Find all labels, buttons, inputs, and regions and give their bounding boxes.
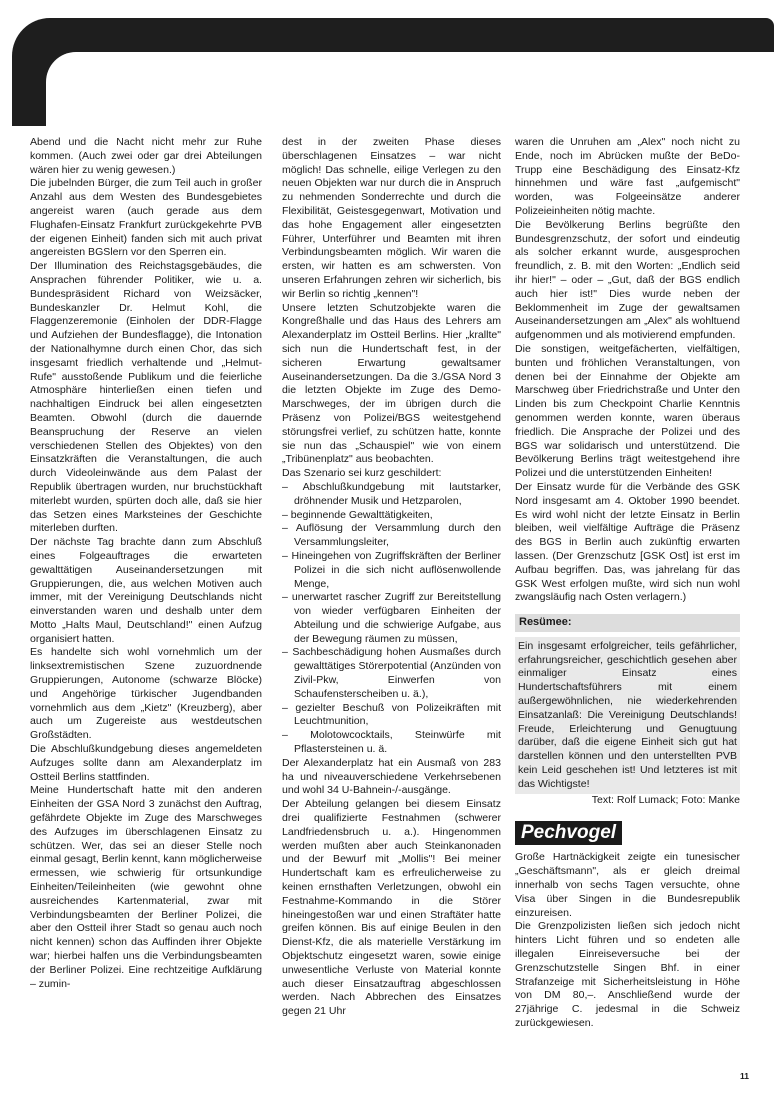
list-item: – Molotowcocktails, Steinwürfe mit Pflastersteinen u. ä. [282,729,501,756]
paragraph: Der Abteilung gelangen bei diesem Einsatz drei qualifizierte Festnahmen (schwerer Landfriedensbruch u. a.). Hingenommen werden mußten aber auch Steinkanonaden und der Bewurf mit „Mollis"! Bei meiner Hundertschaft kam es erfreulicherweise zu keinen ernsthaften Verletzungen, obwohl ein Festnahme-Kommando in die Störer hineingestoßen war und einen Straftäter hatte greifen können. Bis auf einige Beulen in den Dienst-Kfz, die als materielle Verstärkung im Objektschutz eingesetzt waren, sowie einige unwesentliche Verluste von Material konnte auch dieser Einsatzauftrag abgeschlossen werden. Nach Abbrechen des Einsatzes gegen 21 Uhr [282,798,501,1018]
paragraph: Große Hartnäckigkeit zeigte ein tunesischer „Geschäftsmann", als er gleich dreimal innerhalb von sechs Tagen versuchte, ohne Visa über Singen in die Bundesrepublik einzureisen. [515,851,740,919]
list-item: – gezielter Beschuß von Polizeikräften mit Leuchtmunition, [282,701,501,728]
header-decoration-inner [46,52,774,126]
list-item: – Abschlußkundgebung mit lautstarker, dröhnender Musik und Hetzparolen, [282,480,501,507]
list-item: – unerwartet rascher Zugriff zur Bereitstellung von wieder verfügbaren Einheiten der Abteilung und die schwierige Aufgabe, aus der Bewegung räumen zu müssen, [282,591,501,645]
paragraph: Die Abschlußkundgebung dieses angemeldeten Aufzuges sollte dann am Alexanderplatz im Ostteil Berlins stattfinden. [30,743,262,783]
paragraph: waren die Unruhen am „Alex" noch nicht zu Ende, noch im Abrücken mußte der BeDo-Trupp eine Beschädigung des Einsatz-Kfz hinnehmen und wäre fast „aufgemischt" worden, was Folgeeinsätze anderer Polizeieinheiten nötig machte. [515,136,740,217]
paragraph: Es handelte sich wohl vornehmlich um der linksextremistischen Szene zuzuordnende Gruppierungen, Autonome (schwarze Blöcke) und Angehörige türkischer Jugendbanden vornehmlich aus dem „Kietz" (Kreuzberg), aber auch um Zugereiste aus westdeutschen Großstädten. [30,646,262,742]
paragraph: Die jubelnden Bürger, die zum Teil auch in großer Anzahl aus dem Westen des Bundesgebietes angereist waren (auch gerade aus dem Flughafen-Einsatz Frankfurt zurückgekehrte PVB der eigenen Einheit) fanden sich mit auch privat angereisten BGSlern vor den Sperren ein. [30,177,262,259]
paragraph: Der Illumination des Reichstagsgebäudes, die Ansprachen führender Politiker, wie u. a. Bundespräsident Richard von Weizsäcker, Bundeskanzler Dr. Helmut Kohl, die Flaggenzeremonie (Einholen der DDR-Flagge und Aufziehen der Bundesflagge), die Intonation der Nationalhymne durch einen Chor, das sich insgesamt friedlich verhaltende und „Helmut-Rufe" ausstoßende Publikum und die feierliche Atmosphäre hinterließen einen tiefen und nachhaltigen Eindruck bei allen eingesetzten Beamten. Obwohl (durch die dauernde Beanspruchung der Reserve an vielen verschiedenen Stellen des Objektes) von den Einsatzkräften die Veranstaltungen, die auch durch Videoleinwände aus dem Palast der Republik übertragen wurden, nur bruchstückhaft miterlebt wurden, spürten doch alle, daß sie hier das Setzen eines Marksteines der Geschichte miterleben durften. [30,260,262,535]
list-item: – Auflösung der Versammlung durch den Versammlungsleiter, [282,522,501,549]
column-3 [515,136,740,1031]
resume-text: Ein insgesamt erfolgreicher, teils gefährlicher, erfahrungsreicher, geschichtlich gesehen aber einmaliger Einsatz eines Hundertschaftsführers mit einem außergewöhnlichen, nie wiederkehrenden Einsatzanlaß: Die Vereinigung Deutschlands! Freude, Erleichterung und Genugtuung darüber, daß die eigene Einheit sich gut hat darstellen können und den unterstellten PVB kein Leid geschehen ist! Und letzteres ist mit das Wichtigste! [515,637,740,794]
list-item: – Hineingehen von Zugriffskräften der Berliner Polizei in die sich nicht auflösenwollende Menge, [282,549,501,590]
paragraph: Die sonstigen, weitgefächerten, vielfältigen, bunten und fröhlichen Veranstaltungen, von denen bei der Einnahme der Objekte am Marschweg über Friedrichstraße und Unter den Linden bis zum Checkpoint Charlie Kenntnis genommen werden konnte, waren überaus friedlich. Die Ansprache der Polizei und des BGS war solidarisch und unterstützend. Die Bevölkerung Berlins trägt weitestgehend ihre Polizei und die unterstützenden Einheiten! [515,342,740,480]
paragraph: Meine Hundertschaft hatte mit den anderen Einheiten der GSA Nord 3 zunächst den Auftrag, gefährdete Objekte im Zuge des Marschweges des Aufzuges im überschlagenen Einsatz zu schützen. Wer, das sei an dieser Stelle noch einmal gesagt, Berlin kennt, kann möglicherweise ermessen, wie schwierig für ortsunkundige Einheiten/Teileinheiten (wie gewohnt ohne ausreichendes Kartenmaterial, zwar mit Verbindungsbeamten der Berliner Polizei, die aber den Ostteil ihrer Stadt so genau auch noch nicht kennen) schon das Auffinden ihrer Objekte war; hierbei halfen uns die Verbindungsbeamten der Berliner Polizei. Eine rechtzeitige Aufklärung – zumin- [30,784,262,990]
paragraph: Die Grenzpolizisten ließen sich jedoch nicht hinters Licht führen und so endeten alle illegalen Einreiseversuche bei der Grenzschutzstelle Singen Bhf. in einer Strafanzeige mit Sicherheitsleistung in Höhe von DM 80,–. Anschließend wurde der 27jährige C. jedesmal in die Schweiz zurückgewiesen. [515,920,740,1030]
column-1 [30,136,262,991]
paragraph: Der Einsatz wurde für die Verbände des GSK Nord insgesamt am 4. Oktober 1990 beendet. Es wird wohl nicht der letzte Einsatz in Berlin bleiben, weil vielfältige Aufträge die Präsenz des BGS in Berlin auch zukünftig erwarten lassen. (Der Grenzschutz [GSK Ost] ist erst im Aufbau begriffen. Das, was jahrelang für das GSK West erfolgen mußte, wird sich nun wohl zwangsläufig nach Osten verlagern.) [515,480,740,604]
list-item: – beginnende Gewalttätigkeiten, [282,508,433,521]
box-title: Pechvogel [515,821,622,845]
paragraph: Unsere letzten Schutzobjekte waren die Kongreßhalle und das Haus des Lehrers am Alexanderplatz im Ostteil Berlins. Hier „krallte" sich nun die Hundertschaft fest, in der sicheren Erwartung gewaltsamer Auseinandersetzungen. Da die 3./GSA Nord 3 die letzten Objekte im Zuge des Demo-Marschweges, der im übrigen durch die Präsenz von Polizei/BGS weitestgehend störungsfrei verlief, zu schützen hatte, konnte sie nun das „Schauspiel" wie von einem „Tribünenplatz" aus beobachten. [282,301,501,466]
paragraph: Die Bevölkerung Berlins begrüßte den Bundesgrenzschutz, der sofort und eindeutig als solcher erkannt wurde, ausgesprochen freundlich, z. B. mit den Worten: „Endlich seid ihr hier!" – oder – „Gut, daß der BGS endlich auch hier ist!" Dies wurde neben der Beklommenheit im Zuge der gewaltsamen Auseinandersetzungen am „Alex" als wohltuend aufgenommen und als motivierend empfunden. [515,218,740,342]
paragraph: Der Alexanderplatz hat ein Ausmaß von 283 ha und niveauverschiedene Verkehrsebenen und wohl 34 U-Bahnein-/-ausgänge. [282,756,501,797]
paragraph: Das Szenario sei kurz geschildert: [282,467,442,480]
page-number: 11 [740,1071,749,1081]
paragraph: dest in der zweiten Phase dieses überschlagenen Einsatzes – war nicht möglich! Das schnelle, eilige Verlegen zu den neuen Objekten war nur durch die in Anspruch zu nehmenden Sonderrechte und durch die Flexibilität, Geistesgegenwart, Motivation und das hohe Engagement aller eingesetzten Führer, Unterführer und Beamten mit ihren Verbindungsbeamten möglich. Wir waren die ersten, wir hatten es am schwersten. Von unseren Erfahrungen zehren wir sicherlich, bis wir Berlin so richtig „kennen"! [282,136,501,300]
scenario-list [282,481,501,757]
credit-line: Text: Rolf Lumack; Foto: Manke [591,793,740,806]
paragraph: Abend und die Nacht nicht mehr zur Ruhe kommen. (Auch zwei oder gar drei Abteilungen wären hier zu wenig gewesen.) [30,136,262,176]
paragraph: Der nächste Tag brachte dann zum Abschluß eines Folgeauftrages die erwarteten gewalttätigen Auseinandersetzungen mit Gruppierungen, die, aus welchen Motiven auch immer, mit der Vereinigung Deutschlands nicht einverstanden waren und deshalb unter dem Motto „Halts Maul, Deutschland!" einen Aufzug organisiert hatten. [30,536,262,645]
resume-heading: Resümee: [515,614,740,632]
column-2 [282,136,501,1019]
list-item: – Sachbeschädigung hohen Ausmaßes durch gewalttätiges Störerpotential (Anzünden von Zivil-Pkw, Einwerfen von Schaufensterscheiben u. ä.), [282,646,501,700]
header-decoration-bar [12,18,774,126]
